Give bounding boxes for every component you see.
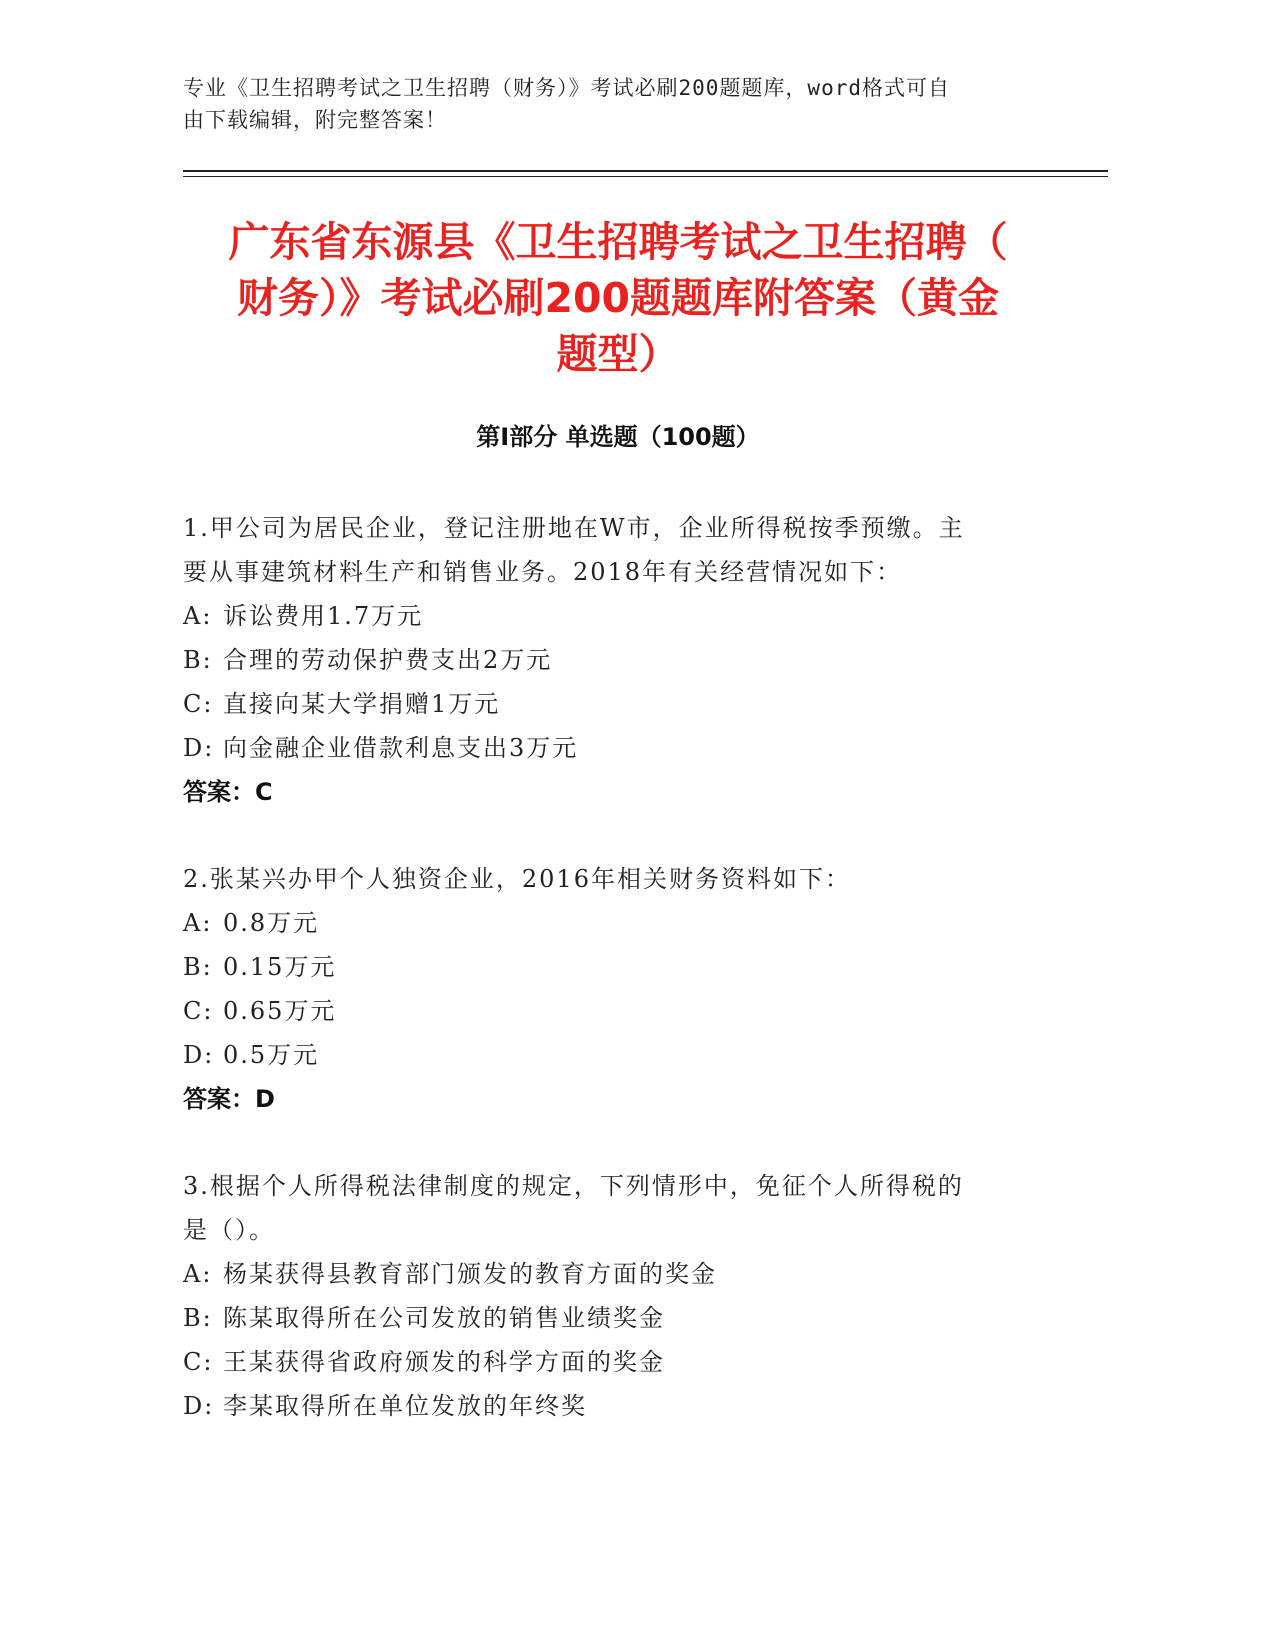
option-letter: B: bbox=[183, 1304, 213, 1332]
option-text: 直接向某大学捐赠1万元 bbox=[223, 690, 501, 718]
option-text: 王某获得省政府颁发的科学方面的奖金 bbox=[223, 1348, 665, 1376]
document-title bbox=[183, 214, 1053, 382]
option-text: 陈某取得所在公司发放的销售业绩奖金 bbox=[223, 1304, 665, 1332]
option-c bbox=[183, 682, 1063, 726]
question-stem-line: 是（）。 bbox=[183, 1216, 275, 1244]
option-letter: C: bbox=[183, 690, 214, 718]
option-c bbox=[183, 989, 1063, 1033]
option-text: 李某取得所在单位发放的年终奖 bbox=[223, 1392, 587, 1420]
option-text: 0.65万元 bbox=[223, 997, 337, 1025]
header-note-line-2: 由下载编辑，附完整答案！ bbox=[183, 108, 447, 132]
option-text: 向金融企业借款利息支出3万元 bbox=[223, 734, 579, 762]
option-b bbox=[183, 1296, 1063, 1340]
header-divider-thin bbox=[183, 176, 1108, 177]
option-d bbox=[183, 726, 1063, 770]
question-stem-line: 3.根据个人所得税法律制度的规定，下列情形中，免征个人所得税的 bbox=[183, 1172, 964, 1200]
option-text: 杨某获得县教育部门颁发的教育方面的奖金 bbox=[223, 1260, 717, 1288]
question-list bbox=[183, 506, 1063, 1471]
question-2 bbox=[183, 857, 1063, 1121]
option-letter: D: bbox=[183, 1041, 215, 1069]
option-a bbox=[183, 594, 1063, 638]
question-stem-line: 要从事建筑材料生产和销售业务。2018年有关经营情况如下： bbox=[183, 558, 903, 586]
option-letter: D: bbox=[183, 1392, 215, 1420]
section-title: 第Ⅰ部分 单选题（100题） bbox=[476, 423, 760, 451]
question-1 bbox=[183, 506, 1063, 814]
option-letter: C: bbox=[183, 997, 214, 1025]
option-text: 合理的劳动保护费支出2万元 bbox=[223, 646, 553, 674]
document-title-line-1: 广东省东源县《卫生招聘考试之卫生招聘（ bbox=[228, 218, 1008, 266]
question-stem-line: 1.甲公司为居民企业，登记注册地在W市，企业所得税按季预缴。主 bbox=[183, 514, 965, 542]
option-letter: D: bbox=[183, 734, 215, 762]
option-d bbox=[183, 1033, 1063, 1077]
header-note-line-1: 专业《卫生招聘考试之卫生招聘（财务）》考试必刷200题题库，word格式可自 bbox=[183, 76, 950, 100]
header-note bbox=[183, 72, 1063, 136]
option-text: 0.8万元 bbox=[223, 909, 320, 937]
option-d bbox=[183, 1384, 1063, 1428]
answer: 答案：C bbox=[183, 778, 273, 806]
option-b bbox=[183, 638, 1063, 682]
question-stem-line: 2.张某兴办甲个人独资企业，2016年相关财务资料如下： bbox=[183, 865, 851, 893]
option-letter: B: bbox=[183, 646, 213, 674]
option-b bbox=[183, 945, 1063, 989]
option-letter: B: bbox=[183, 953, 213, 981]
option-a bbox=[183, 1252, 1063, 1296]
option-letter: A: bbox=[183, 1260, 213, 1288]
option-text: 0.5万元 bbox=[223, 1041, 320, 1069]
document-title-line-2: 财务）》考试必刷200题题库附答案（黄金 bbox=[236, 274, 1000, 322]
header-divider-thick bbox=[183, 170, 1108, 172]
option-letter: A: bbox=[183, 909, 213, 937]
option-c bbox=[183, 1340, 1063, 1384]
option-text: 诉讼费用1.7万元 bbox=[223, 602, 424, 630]
question-3 bbox=[183, 1164, 1063, 1428]
answer: 答案：D bbox=[183, 1085, 275, 1113]
option-a bbox=[183, 901, 1063, 945]
option-letter: A: bbox=[183, 602, 213, 630]
document-title-line-3: 题型） bbox=[556, 330, 680, 378]
option-letter: C: bbox=[183, 1348, 214, 1376]
option-text: 0.15万元 bbox=[223, 953, 337, 981]
